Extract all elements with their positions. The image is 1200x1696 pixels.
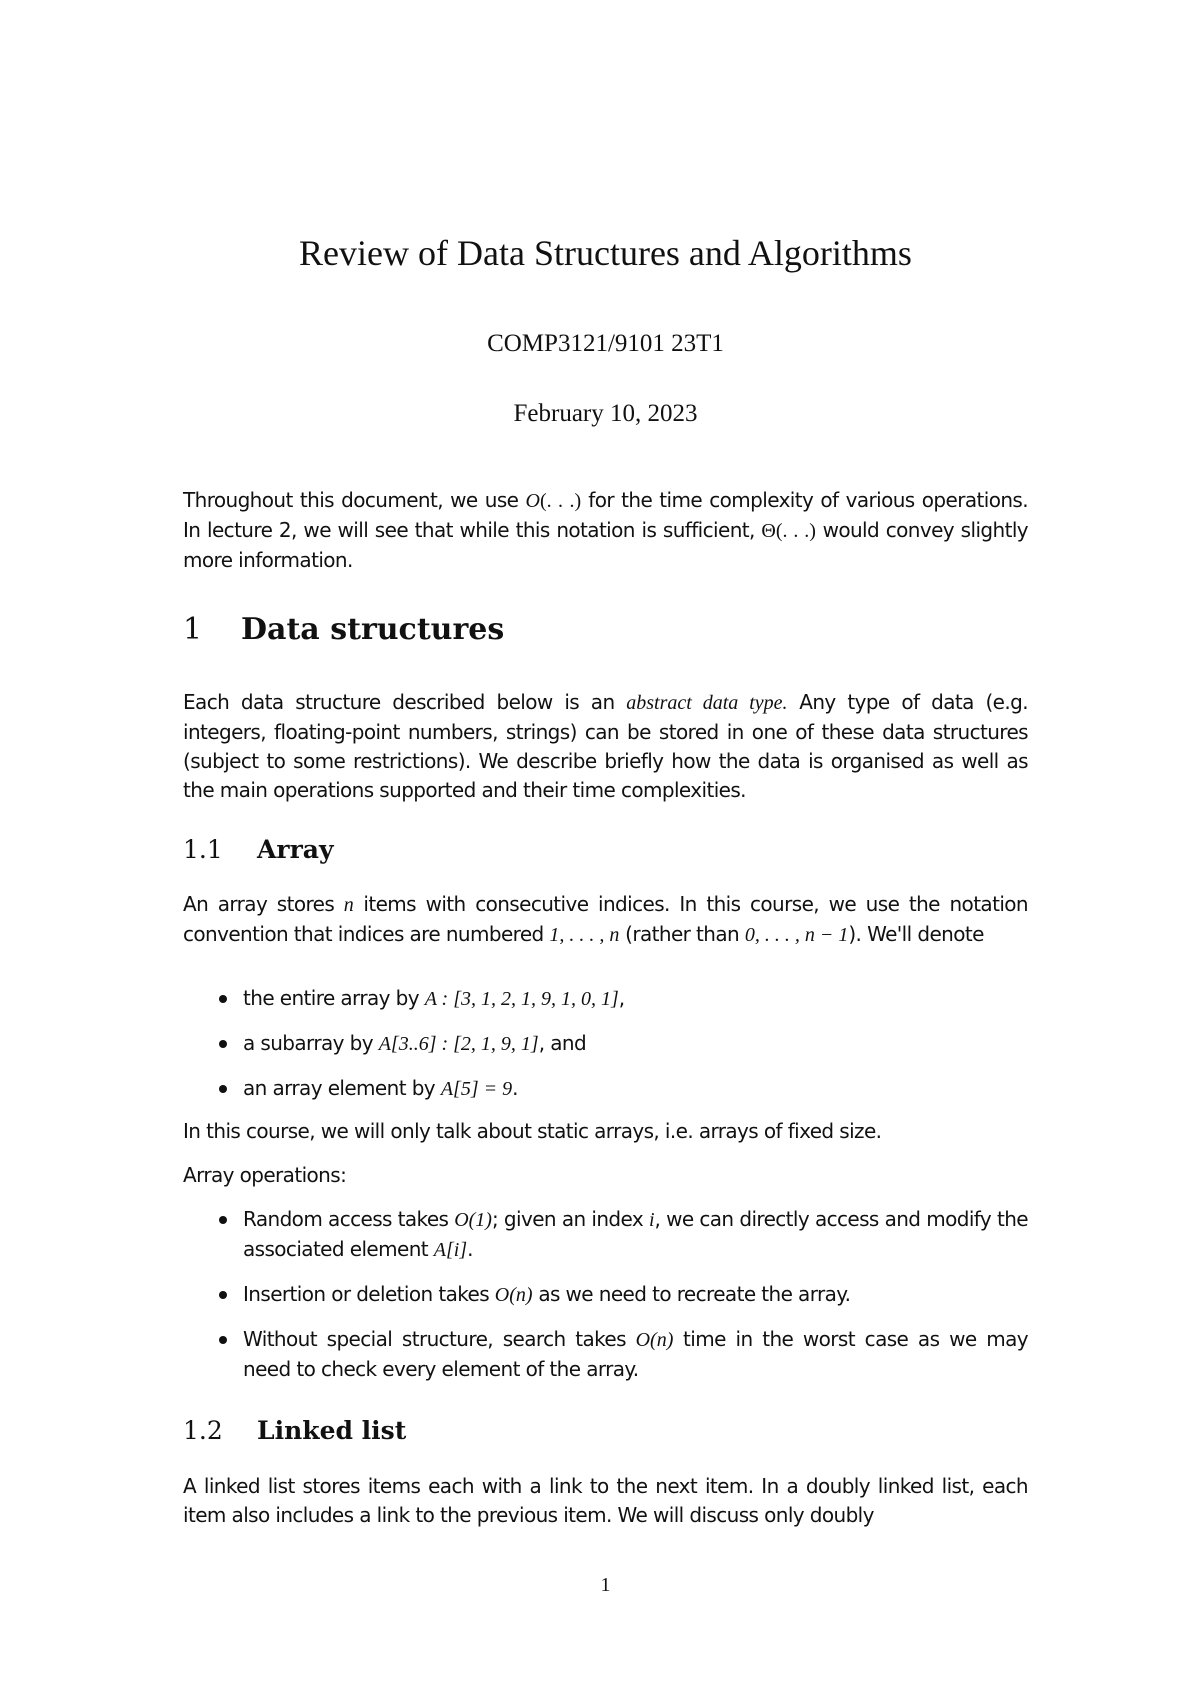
list-item: Random access takes O(1); given an index i, we can directly access and modify the associated element A[i]. — [183, 1205, 1028, 1265]
list-item: an array element by A[5] = 9. — [183, 1074, 1028, 1104]
array-notation-list — [183, 984, 1028, 1104]
array-operations-list — [183, 1205, 1028, 1384]
intro-paragraph: Throughout this document, we use O(. . .) for the time complexity of various operations. In lecture 2, we will see that while this notation is sufficient, Θ(. . .) would convey slightly more information. — [183, 488, 1029, 572]
math-o: O — [525, 490, 540, 512]
list-item: Insertion or deletion takes O(n) as we need to recreate the array. — [183, 1280, 1028, 1310]
course-code: COMP3121/9101 23T1 — [487, 330, 724, 357]
document-title: Review of Data Structures and Algorithms — [299, 233, 912, 273]
document-date: February 10, 2023 — [513, 400, 698, 427]
list-item: Without special structure, search takes O(n) time in the worst case as we may need to check every element of the array. — [183, 1325, 1028, 1384]
linked-list-paragraph: A linked list stores items each with a link to the next item. In a doubly linked list, each item also includes a link to the previous item. We will discuss only doubly — [183, 1474, 1028, 1527]
section1-paragraph: Each data structure described below is an abstract data type. Any type of data (e.g. integers, floating-point numbers, strings) can be stored in one of these data structures (subject to some restrictions). We describe briefly how the data is organised as well as the main operations supported and their time complexities. — [183, 690, 1028, 802]
list-item: a subarray by A[3..6] : [2, 1, 9, 1], and — [183, 1029, 1028, 1059]
array-operations-label: Array operations: — [183, 1163, 347, 1187]
math-theta: Θ(. . .) — [761, 520, 816, 542]
abstract-data-type-emphasis: abstract data type. — [626, 692, 788, 714]
list-item: the entire array by A : [3, 1, 2, 1, 9, 1, 0, 1], — [183, 984, 1028, 1014]
page-number: 1 — [600, 1574, 611, 1596]
static-arrays-paragraph: In this course, we will only talk about static arrays, i.e. arrays of fixed size. — [183, 1119, 882, 1143]
section-heading-linked-list: 1.2 Linked list — [183, 1416, 407, 1445]
section-heading-data-structures: 1 Data structures — [183, 612, 505, 647]
section-heading-array: 1.1 Array — [183, 835, 334, 864]
array-paragraph: An array stores n items with consecutive indices. In this course, we use the notation convention that indices are numbered 1, . . . , n (rather than 0, . . . , n − 1). We'll denote — [183, 892, 1029, 946]
